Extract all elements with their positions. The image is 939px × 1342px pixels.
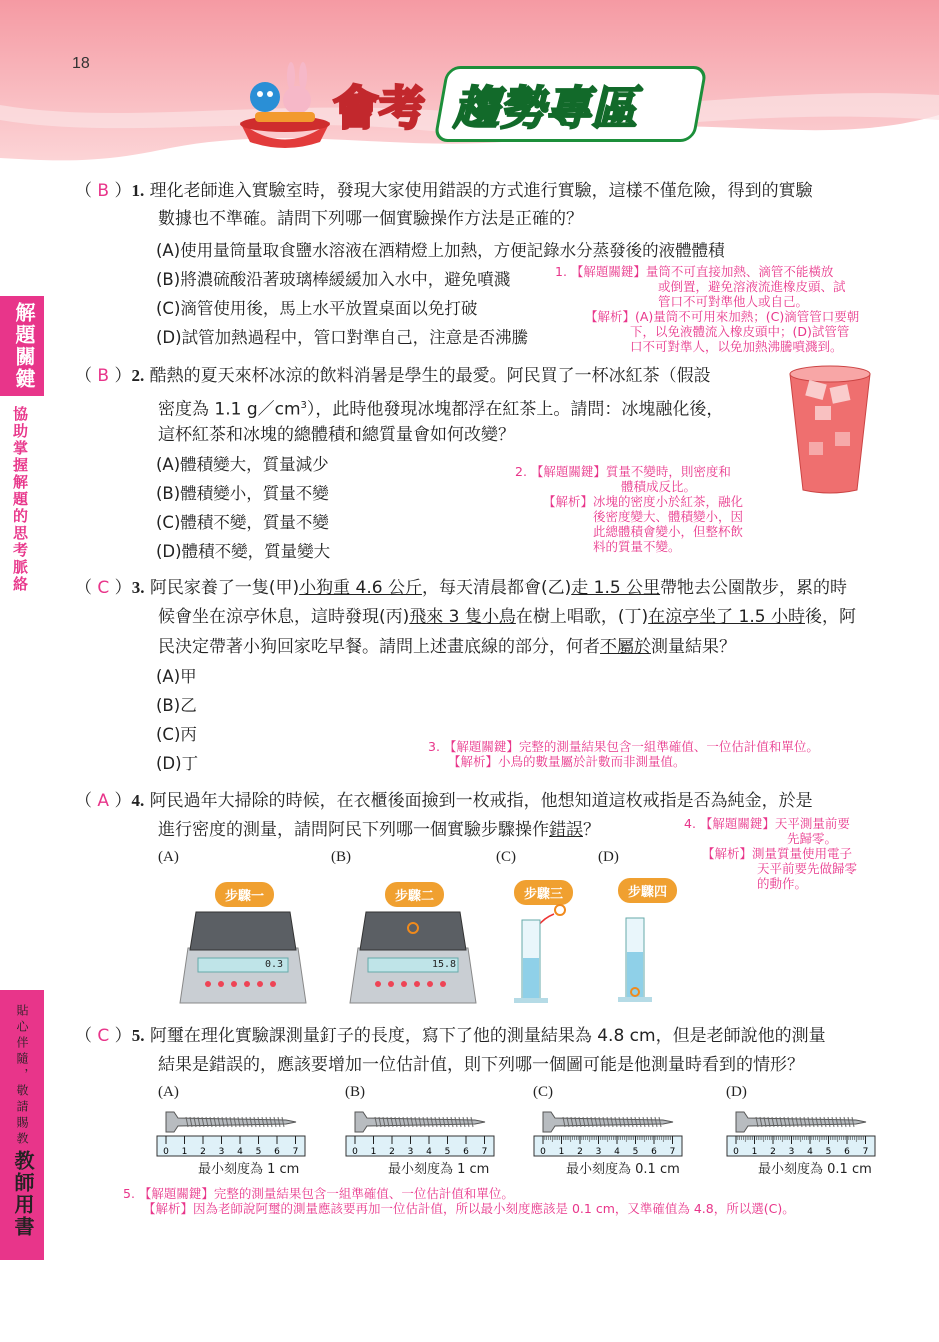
sidebar-bottom-sub: 貼心伴隨，敬請賜教 xyxy=(15,1004,29,1148)
question-number: 1. xyxy=(131,181,145,200)
note-line: 或倒置，避免溶液流進橡皮頭、試 xyxy=(658,279,846,294)
note-line: 料的質量不變。 xyxy=(593,539,681,554)
ruler-tick-label: 5 xyxy=(444,1147,451,1157)
ruler-caption-b: 最小刻度為 1 cm xyxy=(388,1162,490,1177)
option-label-a: (A) xyxy=(158,849,179,865)
question-stem xyxy=(158,603,856,632)
underlined-item: 走 1.5 公里 xyxy=(571,578,661,598)
title-part1: 會考 xyxy=(333,81,425,135)
ruler-tick-label: 4 xyxy=(614,1147,620,1157)
ruler-tick-label: 2 xyxy=(770,1147,776,1157)
ruler-tick-label: 5 xyxy=(632,1147,639,1157)
ruler-tick-label: 2 xyxy=(200,1147,206,1157)
underlined-item: 錯誤 xyxy=(549,820,583,840)
question-stem: 結果是錯誤的，應該要增加一位估計值，則下列哪一個圖可能是他測量時看到的情形？ xyxy=(158,1055,804,1075)
ruler-tick-label: 7 xyxy=(481,1147,488,1157)
option-label-b: (B) xyxy=(345,1084,365,1100)
sidebar-tab-bottom xyxy=(0,990,44,1260)
stem-text: 進行密度的測量，請問阿民下列哪一個實驗步驟操作 xyxy=(158,820,549,840)
answer-note-1 xyxy=(555,264,885,354)
option-label-c: (C) xyxy=(533,1084,553,1100)
underlined-item: 在涼亭坐了 1.5 小時 xyxy=(648,607,805,627)
electronic-scale-icon xyxy=(178,908,308,1008)
graduated-cylinder-ring-icon xyxy=(612,912,662,1008)
option-label-b: (B) xyxy=(331,849,351,865)
scale-reading-b: 15.8 xyxy=(432,959,457,970)
question-stem-cont: ），此時他發現冰塊都浮在紅茶上。請問：冰塊融化後， xyxy=(306,399,724,420)
answer-note-5 xyxy=(123,1186,903,1216)
option-label-c: (C) xyxy=(496,849,516,865)
question-stem: 阿璽在理化實驗課測量釘子的長度，寫下了他的測量結果為 4.8 cm，但是老師說他的測量 xyxy=(149,1026,826,1046)
ruler-tick-label: 6 xyxy=(463,1147,469,1157)
option-label-d: (D) xyxy=(726,1084,747,1100)
title-part2: 趨勢專區 xyxy=(453,81,637,135)
graduated-cylinder-ring-drop-icon xyxy=(508,898,578,1008)
answer-5: C xyxy=(97,1026,110,1046)
option-b: (B)體積變小，質量不變 xyxy=(156,484,329,503)
question-number: 3. xyxy=(131,578,145,597)
section-title-banner xyxy=(235,62,705,152)
step-badge-3: 步驟三 xyxy=(514,880,573,905)
stem-text: ，每天清晨都會(乙) xyxy=(421,578,572,598)
answer-note-2 xyxy=(515,464,775,554)
note-line: 的動作。 xyxy=(757,876,808,891)
option-a: (A)甲 xyxy=(156,667,197,686)
superscript: 3 xyxy=(300,400,307,411)
sidebar-bottom-main: 教師用書 xyxy=(11,1150,35,1238)
question-stem: 這杯紅茶和冰塊的總體積和總質量會如何改變？ xyxy=(158,425,515,445)
underlined-item: 小狗重 4.6 公斤 xyxy=(299,578,422,598)
ruler-tick-label: 0 xyxy=(352,1147,358,1157)
question-stem xyxy=(158,633,736,662)
question-1: （ B ）1. 理化老師進入實驗室時，發現大家使用錯誤的方式進行實驗，這樣不僅危險，得到的實驗 xyxy=(75,181,813,201)
note-line: 【解析】(A)量筒不可用來加熱；(C)滴管管口要朝 xyxy=(585,309,860,324)
answer-4: A xyxy=(97,791,110,811)
step-badge-1: 步驟一 xyxy=(215,882,274,907)
ruler-tick-label: 7 xyxy=(862,1147,869,1157)
note-line: 此總體積會變小，但整杯飲 xyxy=(593,524,744,539)
question-3: （ C ）3. 阿民家養了一隻(甲)小狗重 4.6 公斤，每天清晨都會(乙)走 1.5 公里帶牠去公園散步，累的時 xyxy=(75,578,848,598)
ruler-tick-label: 4 xyxy=(426,1147,432,1157)
ruler-tick-label: 0 xyxy=(540,1147,546,1157)
option-label-a: (A) xyxy=(158,1084,179,1100)
ruler-caption-d: 最小刻度為 0.1 cm xyxy=(758,1162,872,1177)
ruler-tick-label: 3 xyxy=(788,1147,795,1157)
question-5: （ C ）5. 阿璽在理化實驗課測量釘子的長度，寫下了他的測量結果為 4.8 cm，但是老師說他的測量 xyxy=(75,1026,826,1046)
ruler-tick-label: 1 xyxy=(181,1147,188,1157)
scale-reading-a: 0.3 xyxy=(265,959,284,970)
question-4: （ A ）4. 阿民過年大掃除的時候，在衣櫃後面撿到一枚戒指，他想知道這枚戒指是否為純金，於是 xyxy=(75,791,813,811)
question-stem: 理化老師進入實驗室時，發現大家使用錯誤的方式進行實驗，這樣不僅危險，得到的實驗 xyxy=(149,181,813,201)
question-number: 4. xyxy=(131,791,145,810)
option-b: (B)乙 xyxy=(156,696,197,715)
note-line: 先歸零。 xyxy=(787,831,838,846)
stem-text: 測量結果？ xyxy=(651,637,736,657)
option-label-d: (D) xyxy=(598,849,619,865)
note-line: 管口不可對準他人或自己。 xyxy=(658,294,809,309)
mascot-boat-icon xyxy=(235,62,335,152)
ruler-with-screw-c xyxy=(533,1108,683,1158)
stem-text: 候會坐在涼亭休息，這時發現(丙) xyxy=(158,607,410,627)
option-d: (D)體積不變，質量變大 xyxy=(156,542,331,561)
option-c: (C)體積不變，質量不變 xyxy=(156,513,329,532)
iced-tea-cup-icon xyxy=(785,362,875,497)
note-line: 3. 【解題關鍵】完整的測量結果包含一組準確值、一位估計值和單位。 xyxy=(428,739,819,754)
question-number: 2. xyxy=(131,366,145,385)
underlined-item: 不屬於 xyxy=(600,637,651,657)
underlined-item: 飛來 3 隻小鳥 xyxy=(409,607,516,627)
question-number: 5. xyxy=(131,1026,145,1045)
ruler-tick-label: 6 xyxy=(651,1147,657,1157)
note-line: 2. 【解題關鍵】質量不變時，則密度和 xyxy=(515,464,731,479)
ruler-tick-label: 3 xyxy=(407,1147,414,1157)
question-stem: 數據也不準確。請問下列哪一個實驗操作方法是正確的？ xyxy=(158,209,583,229)
option-a: (A)使用量筒量取食鹽水溶液在酒精燈上加熱，方便記錄水分蒸發後的液體體積 xyxy=(156,241,725,260)
stem-text: 民決定帶著小狗回家吃早餐。請問上述畫底線的部分，何者 xyxy=(158,637,600,657)
ruler-tick-label: 0 xyxy=(163,1147,169,1157)
question-stem xyxy=(158,391,723,425)
ruler-tick-label: 4 xyxy=(807,1147,813,1157)
step-badge-4: 步驟四 xyxy=(618,878,677,903)
answer-2: B xyxy=(97,366,110,386)
option-b: (B)將濃硫酸沿著玻璃棒緩緩加入水中，避免噴濺 xyxy=(156,270,511,289)
ruler-tick-label: 1 xyxy=(751,1147,758,1157)
answer-3: C xyxy=(97,578,110,598)
note-line: 1. 【解題關鍵】量筒不可直接加熱、滴管不能橫放 xyxy=(555,264,834,279)
ruler-tick-label: 4 xyxy=(237,1147,243,1157)
answer-note-3 xyxy=(428,739,888,769)
note-line: 【解析】冰塊的密度小於紅茶，融化 xyxy=(543,494,744,509)
stem-text: 在樹上唱歌，(丁) xyxy=(515,607,649,627)
ruler-tick-label: 5 xyxy=(255,1147,262,1157)
ruler-tick-label: 6 xyxy=(844,1147,850,1157)
electronic-scale-with-ring-icon xyxy=(348,908,478,1008)
ruler-with-screw-a xyxy=(156,1108,306,1158)
ruler-tick-label: 1 xyxy=(370,1147,377,1157)
stem-text: 帶牠去公園散步，累的時 xyxy=(660,578,848,598)
sidebar-top-sub: 協助掌握解題的思考脈絡 xyxy=(11,406,29,593)
sidebar-tab-top xyxy=(0,296,44,396)
option-a: (A)體積變大，質量減少 xyxy=(156,455,329,474)
ruler-caption-c: 最小刻度為 0.1 cm xyxy=(566,1162,680,1177)
ruler-tick-label: 7 xyxy=(669,1147,676,1157)
page-number: 18 xyxy=(72,55,90,72)
ruler-tick-label: 6 xyxy=(274,1147,280,1157)
note-line: 【解析】因為老師說阿璽的測量應該要再加一位估計值，所以最小刻度應該是 0.1 cm，又準確值為 4.8，所以選(C)。 xyxy=(143,1201,795,1216)
sidebar-top-main: 解題關鍵 xyxy=(12,302,36,390)
question-2: （ B ）2. 酷熱的夏天來杯冰涼的飲料消暑是學生的最愛。阿民買了一杯冰紅茶（假設 xyxy=(75,366,711,386)
stem-text: 阿民家養了一隻(甲) xyxy=(149,578,300,598)
option-c: (C)丙 xyxy=(156,725,197,744)
ruler-tick-label: 1 xyxy=(558,1147,565,1157)
note-line: 5. 【解題關鍵】完整的測量結果包含一組準確值、一位估計值和單位。 xyxy=(123,1186,514,1201)
ruler-caption-a: 最小刻度為 1 cm xyxy=(198,1162,300,1177)
ruler-with-screw-b xyxy=(345,1108,495,1158)
stem-text: 後，阿 xyxy=(805,607,856,627)
ruler-tick-label: 2 xyxy=(577,1147,583,1157)
ruler-tick-label: 3 xyxy=(595,1147,602,1157)
note-line: 體積成反比。 xyxy=(621,479,697,494)
note-line: 天平前要先做歸零 xyxy=(757,861,858,876)
question-stem: 酷熱的夏天來杯冰涼的飲料消暑是學生的最愛。阿民買了一杯冰紅茶（假設 xyxy=(149,366,711,386)
answer-note-4 xyxy=(684,816,884,891)
note-line: 後密度變大、體積變小，因 xyxy=(593,509,744,524)
ruler-tick-label: 2 xyxy=(389,1147,395,1157)
step-badge-2: 步驟二 xyxy=(385,882,444,907)
question-stem xyxy=(158,816,600,845)
ruler-tick-label: 0 xyxy=(733,1147,739,1157)
option-d: (D)試管加熱過程中，管口對準自己，注意是否沸騰 xyxy=(156,328,529,347)
density-text: 密度為 1.1 g／cm xyxy=(158,399,301,420)
stem-text: ？ xyxy=(583,820,600,840)
answer-1: B xyxy=(97,181,110,201)
option-c: (C)滴管使用後，馬上水平放置桌面以免打破 xyxy=(156,299,478,318)
ruler-tick-label: 7 xyxy=(292,1147,299,1157)
note-line: 4. 【解題關鍵】天平測量前要 xyxy=(684,816,850,831)
question-stem: 阿民過年大掃除的時候，在衣櫃後面撿到一枚戒指，他想知道這枚戒指是否為純金，於是 xyxy=(149,791,813,811)
ruler-tick-label: 3 xyxy=(218,1147,225,1157)
note-line: 下，以免液體流入橡皮頭中；(D)試管管 xyxy=(630,324,850,339)
note-line: 【解析】小鳥的數量屬於計數而非測量值。 xyxy=(448,754,686,769)
note-line: 口不可對準人，以免加熱沸騰噴濺到。 xyxy=(630,339,843,354)
ruler-with-screw-d xyxy=(726,1108,876,1158)
option-d: (D)丁 xyxy=(156,754,199,773)
note-line: 【解析】測量質量使用電子 xyxy=(702,846,853,861)
ruler-tick-label: 5 xyxy=(825,1147,832,1157)
